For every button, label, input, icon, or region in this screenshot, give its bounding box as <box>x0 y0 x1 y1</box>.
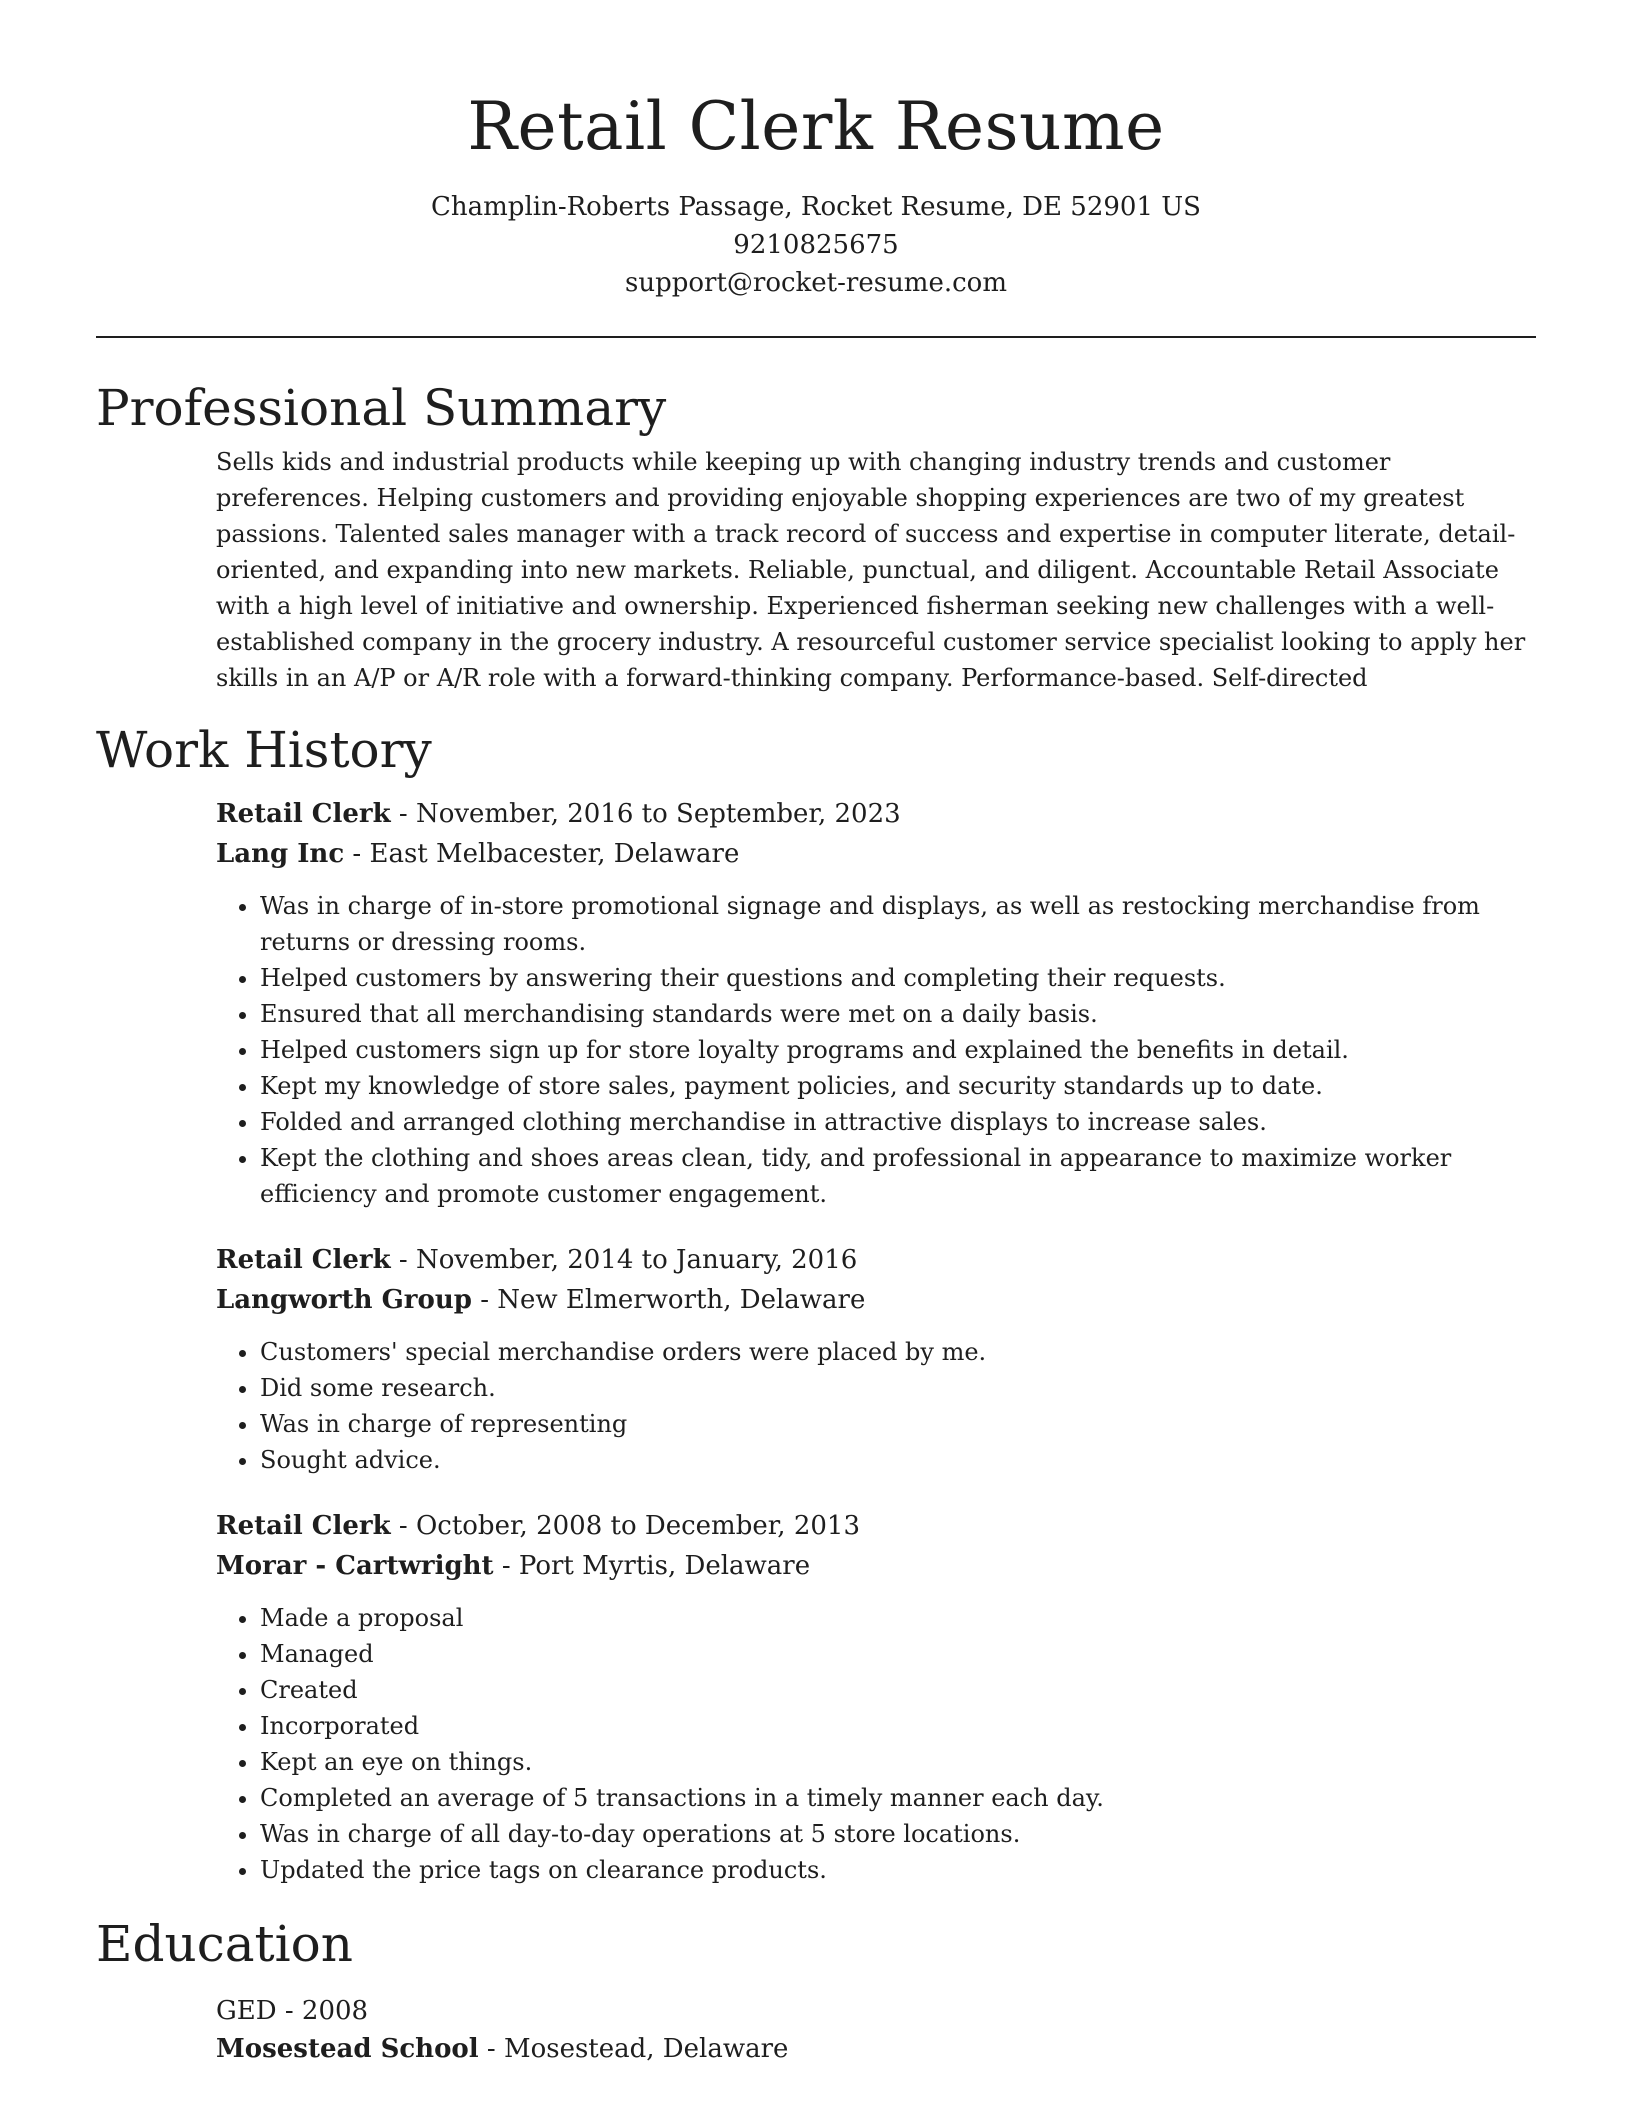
job-entry <box>216 1240 1536 1478</box>
header-divider <box>96 336 1536 338</box>
job-location: - Port Myrtis, Delaware <box>493 1551 811 1581</box>
job-title-line <box>216 1240 1536 1280</box>
resume-title: Retail Clerk Resume <box>467 88 1165 165</box>
job-bullet: • Updated the price tags on clearance products. <box>260 1852 1536 1888</box>
job-bullet: • Completed an average of 5 transactions in a timely manner each day. <box>260 1780 1536 1816</box>
job-bullet: • Was in charge of all day-to-day operations at 5 store locations. <box>260 1816 1536 1852</box>
job-dates: - November, 2016 to September, 2023 <box>390 799 901 829</box>
job-company-line <box>216 834 1536 874</box>
job-location: - East Melbacester, Delaware <box>344 839 740 869</box>
job-bullets <box>216 1600 1536 1888</box>
summary-section <box>96 444 1536 696</box>
job-dates: - November, 2014 to January, 2016 <box>390 1245 858 1275</box>
job-bullet: • Ensured that all merchandising standards were met on a daily basis. <box>260 996 1536 1032</box>
job-company-line <box>216 1280 1536 1320</box>
job-title: Retail Clerk <box>216 1245 391 1275</box>
job-company: Morar - Cartwright <box>216 1551 494 1581</box>
job-title-line <box>216 794 1536 834</box>
job-bullet: • Kept the clothing and shoes areas clean, tidy, and professional in appearance to maximize worker efficiency and promote customer engagement. <box>260 1140 1536 1212</box>
work-history-heading: Work History <box>96 721 432 779</box>
contact-email: support@rocket-resume.com <box>624 268 1007 298</box>
job-bullet: • Kept my knowledge of store sales, payment policies, and security standards up to date. <box>260 1068 1536 1104</box>
education-heading: Education <box>96 1915 353 1973</box>
work-history-section <box>96 794 1536 1888</box>
job-bullets <box>216 1334 1536 1478</box>
job-entry <box>216 1506 1536 1888</box>
summary-heading: Professional Summary <box>96 379 667 437</box>
summary-text: Sells kids and industrial products while keeping up with changing industry trends and customer preferences. Helping customers and providing enjoyable shopping experiences are two of my greatest passions. Talented sales manager with a track record of success and expertise in computer literate, detail-oriented, and expanding into new markets. Reliable, punctual, and diligent. Accountable Retail Associate with a high level of initiative and ownership. Experienced fisherman seeking new challenges with a well-established company in the grocery industry. A resourceful customer service specialist looking to apply her skills in an A/P or A/R role with a forward-thinking company. Performance-based. Self-directed <box>216 448 1526 692</box>
job-title-line <box>216 1506 1536 1546</box>
education-school: Mosestead School <box>216 2034 479 2064</box>
job-bullet: • Helped customers sign up for store loyalty programs and explained the benefits in detail. <box>260 1032 1536 1068</box>
job-bullet: • Customers' special merchandise orders were placed by me. <box>260 1334 1536 1370</box>
job-title: Retail Clerk <box>216 799 391 829</box>
job-company: Lang Inc <box>216 839 345 869</box>
job-title: Retail Clerk <box>216 1511 391 1541</box>
job-company-line <box>216 1546 1536 1586</box>
job-bullet: • Folded and arranged clothing merchandise in attractive displays to increase sales. <box>260 1104 1536 1140</box>
job-bullet: • Managed <box>260 1636 1536 1672</box>
education-degree: GED - 2008 <box>216 1996 369 2026</box>
job-bullet: • Sought advice. <box>260 1442 1536 1478</box>
job-entry <box>216 794 1536 1212</box>
job-bullets <box>216 888 1536 1212</box>
job-bullet: • Did some research. <box>260 1370 1536 1406</box>
job-bullet: • Kept an eye on things. <box>260 1744 1536 1780</box>
contact-address: Champlin-Roberts Passage, Rocket Resume, DE 52901 US <box>431 192 1201 222</box>
education-location: - Mosestead, Delaware <box>478 2034 789 2064</box>
contact-phone: 9210825675 <box>733 230 899 260</box>
education-school-line <box>216 2030 1536 2068</box>
resume-header <box>96 0 1536 302</box>
education-section <box>96 1992 1536 2068</box>
job-location: - New Elmerworth, Delaware <box>471 1285 866 1315</box>
job-bullet: • Helped customers by answering their questions and completing their requests. <box>260 960 1536 996</box>
job-bullet: • Created <box>260 1672 1536 1708</box>
job-bullet: • Made a proposal <box>260 1600 1536 1636</box>
job-dates: - October, 2008 to December, 2013 <box>390 1511 860 1541</box>
job-company: Langworth Group <box>216 1285 472 1315</box>
job-bullet: • Was in charge of representing <box>260 1406 1536 1442</box>
job-bullet: • Was in charge of in-store promotional signage and displays, as well as restocking merchandise from returns or dressing rooms. <box>260 888 1536 960</box>
job-bullet: • Incorporated <box>260 1708 1536 1744</box>
